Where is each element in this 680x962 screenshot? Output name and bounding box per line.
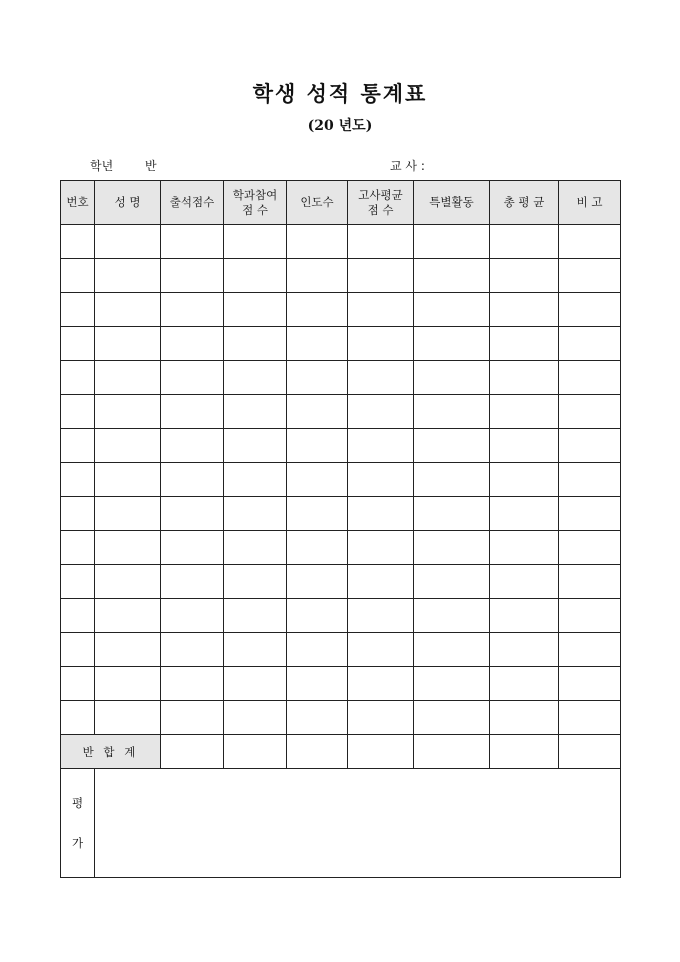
table-cell[interactable] [95,327,161,361]
column-header [161,181,224,225]
table-cell[interactable] [348,429,414,463]
table-cell[interactable] [95,463,161,497]
table-cell[interactable] [61,497,95,531]
column-header-line: 점 수 [242,202,268,217]
table-cell[interactable] [95,667,161,701]
table-cell[interactable] [287,701,348,735]
table-cell[interactable] [348,701,414,735]
table-cell[interactable] [61,395,95,429]
evaluation-label-2: 가 [71,836,84,850]
table-cell[interactable] [414,701,490,735]
table-cell[interactable] [559,259,621,293]
table-cell[interactable] [490,497,559,531]
table-cell[interactable] [95,531,161,565]
table-cell[interactable] [287,565,348,599]
table-cell[interactable] [490,429,559,463]
student-row [61,225,621,259]
table-cell[interactable] [224,327,287,361]
table-cell[interactable] [161,259,224,293]
student-row [61,565,621,599]
table-cell[interactable] [348,497,414,531]
table-cell[interactable] [224,667,287,701]
column-header-line: 학과참여 [232,187,278,202]
evaluation-field[interactable] [95,769,621,878]
column-header-line: 총 평 균 [503,195,545,209]
table-cell[interactable] [61,701,95,735]
table-cell[interactable] [414,599,490,633]
table-cell[interactable] [224,361,287,395]
table-cell[interactable] [348,259,414,293]
table-cell[interactable] [559,633,621,667]
table-cell[interactable] [559,667,621,701]
table-cell[interactable] [287,599,348,633]
table-cell[interactable] [161,293,224,327]
table-cell[interactable] [161,633,224,667]
student-row [61,497,621,531]
student-row [61,667,621,701]
column-header-line: 번호 [66,195,89,209]
table-cell[interactable] [224,463,287,497]
table-cell[interactable] [224,429,287,463]
table-cell[interactable] [414,565,490,599]
table-cell[interactable] [95,701,161,735]
table-cell[interactable] [490,395,559,429]
table-cell[interactable] [414,293,490,327]
column-header [95,181,161,225]
column-header [490,181,559,225]
student-row [61,599,621,633]
table-cell[interactable] [490,225,559,259]
evaluation-row [61,769,621,878]
table-cell[interactable] [61,361,95,395]
table-cell[interactable] [559,293,621,327]
table-cell[interactable] [348,327,414,361]
table-cell[interactable] [414,497,490,531]
table-cell[interactable] [414,463,490,497]
table-cell[interactable] [161,361,224,395]
table-cell[interactable] [161,565,224,599]
table-cell[interactable] [348,667,414,701]
table-cell[interactable] [95,259,161,293]
table-cell[interactable] [224,599,287,633]
column-header [559,181,621,225]
table-cell[interactable] [61,667,95,701]
table-cell[interactable] [161,701,224,735]
student-row [61,633,621,667]
table-cell[interactable] [61,565,95,599]
table-cell[interactable] [224,565,287,599]
page-title: 학생 성적 통계표 [252,81,428,106]
table-cell[interactable] [490,259,559,293]
column-header-line: 고사평균 [358,187,403,202]
table-cell[interactable] [161,599,224,633]
table-cell[interactable] [490,531,559,565]
table-cell[interactable] [95,429,161,463]
total-cell[interactable] [559,735,621,769]
table-cell[interactable] [348,293,414,327]
table-cell[interactable] [95,395,161,429]
table-cell[interactable] [161,497,224,531]
table-cell[interactable] [348,633,414,667]
total-cell[interactable] [414,735,490,769]
student-row [61,395,621,429]
table-cell[interactable] [490,667,559,701]
table-cell[interactable] [559,701,621,735]
table-cell[interactable] [348,531,414,565]
student-row [61,429,621,463]
table-cell[interactable] [95,361,161,395]
header-row [61,181,621,225]
column-header-line: 특별활동 [429,195,474,209]
table-cell[interactable] [161,395,224,429]
table-cell[interactable] [559,599,621,633]
student-row [61,701,621,735]
table-cell[interactable] [287,463,348,497]
column-header-line: 점 수 [367,202,394,217]
table-cell[interactable] [414,633,490,667]
column-header [224,181,287,225]
table-cell[interactable] [224,633,287,667]
student-row [61,463,621,497]
student-row [61,259,621,293]
table-cell[interactable] [161,667,224,701]
table-cell[interactable] [414,225,490,259]
table-cell[interactable] [559,463,621,497]
column-header-line: 인도수 [300,195,334,209]
column-header-line: 출석점수 [169,195,215,209]
table-cell[interactable] [559,395,621,429]
student-row [61,531,621,565]
total-cell[interactable] [348,735,414,769]
table-cell[interactable] [224,259,287,293]
table-cell[interactable] [287,293,348,327]
table-cell[interactable] [61,531,95,565]
total-cell[interactable] [287,735,348,769]
grade-class-line [90,157,157,174]
table-cell[interactable] [490,293,559,327]
table-cell[interactable] [224,293,287,327]
table-cell[interactable] [95,633,161,667]
table-cell[interactable] [414,531,490,565]
table-cell[interactable] [559,361,621,395]
table-cell[interactable] [287,327,348,361]
table-cell[interactable] [414,667,490,701]
table-cell[interactable] [559,565,621,599]
class-label: 반 [145,159,157,173]
table-cell[interactable] [559,497,621,531]
table-cell[interactable] [559,429,621,463]
table-cell[interactable] [95,293,161,327]
table-cell[interactable] [414,361,490,395]
total-cell[interactable] [161,735,224,769]
table-cell[interactable] [61,599,95,633]
table-cell[interactable] [414,259,490,293]
table-cell[interactable] [490,327,559,361]
student-row [61,293,621,327]
table-cell[interactable] [161,531,224,565]
table-cell[interactable] [559,531,621,565]
table-cell[interactable] [287,497,348,531]
column-header [414,181,490,225]
table-cell[interactable] [161,225,224,259]
table-cell[interactable] [559,327,621,361]
table-cell[interactable] [95,225,161,259]
table-cell[interactable] [287,259,348,293]
table-cell[interactable] [490,599,559,633]
table-cell[interactable] [559,225,621,259]
table-cell[interactable] [287,225,348,259]
column-header [61,181,95,225]
column-header [287,181,348,225]
table-cell[interactable] [490,701,559,735]
class-total-label: 반 합 계 [61,735,161,769]
table-cell[interactable] [61,225,95,259]
total-cell[interactable] [224,735,287,769]
table-cell[interactable] [161,429,224,463]
table-cell[interactable] [61,327,95,361]
table-cell[interactable] [490,633,559,667]
table-cell[interactable] [348,361,414,395]
table-cell[interactable] [287,667,348,701]
table-cell[interactable] [348,225,414,259]
table-cell[interactable] [61,429,95,463]
table-cell[interactable] [348,599,414,633]
table-cell[interactable] [61,293,95,327]
table-cell[interactable] [287,361,348,395]
grade-label: 학년 [90,159,114,173]
column-header [348,181,414,225]
column-header-line: 비 고 [576,195,603,209]
table-cell[interactable] [287,395,348,429]
table-cell[interactable] [61,633,95,667]
teacher-label: 교 사 : [390,159,425,173]
table-cell[interactable] [61,259,95,293]
table-cell[interactable] [95,497,161,531]
table-cell[interactable] [348,565,414,599]
table-cell[interactable] [224,395,287,429]
evaluation-label [61,769,95,878]
table-cell[interactable] [287,531,348,565]
table-cell[interactable] [95,565,161,599]
table-cell[interactable] [161,463,224,497]
table-cell[interactable] [348,395,414,429]
table-cell[interactable] [414,327,490,361]
year-subtitle: (20 년도) [307,118,373,134]
table-cell[interactable] [287,633,348,667]
evaluation-label-1: 평 [71,796,84,810]
table-cell[interactable] [287,429,348,463]
table-cell[interactable] [161,327,224,361]
class-total-row [61,735,621,769]
total-cell[interactable] [490,735,559,769]
grade-statistics-table [60,180,621,878]
table-cell[interactable] [414,429,490,463]
table-cell[interactable] [95,599,161,633]
table-cell[interactable] [490,565,559,599]
table-cell[interactable] [414,395,490,429]
table-cell[interactable] [224,225,287,259]
table-cell[interactable] [348,463,414,497]
table-cell[interactable] [490,463,559,497]
table-cell[interactable] [61,463,95,497]
student-row [61,327,621,361]
table-cell[interactable] [224,531,287,565]
table-cell[interactable] [490,361,559,395]
column-header-line: 성 명 [114,195,141,209]
table-cell[interactable] [224,701,287,735]
table-cell[interactable] [224,497,287,531]
student-row [61,361,621,395]
